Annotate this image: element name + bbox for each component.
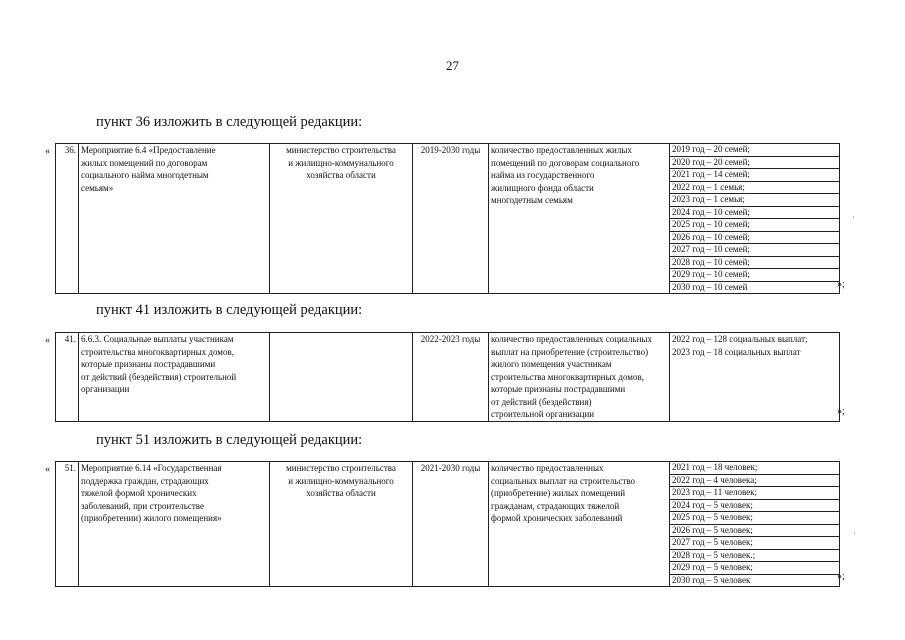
cell-line: 2022 год – 1 семья;: [670, 182, 839, 195]
results-cell: [670, 462, 840, 587]
cell-line: помещений по договорам социального: [491, 157, 640, 168]
cell-line: 2026 год – 10 семей;: [670, 232, 839, 245]
table-row: [56, 462, 840, 587]
cell-line: 2028 год – 10 семей;: [670, 257, 839, 270]
cell-line: социального найма многодетным: [81, 170, 209, 180]
period-cell: 2021-2030 годы: [413, 462, 489, 587]
row-number-cell: 51.: [56, 462, 79, 587]
table-item-36: [55, 143, 840, 294]
table-item-51: [55, 461, 840, 587]
activity-cell: [79, 462, 270, 587]
scan-speck: ·: [852, 212, 855, 222]
cell-line: 2028 год – 5 человек.;: [670, 550, 839, 563]
cell-line: 2027 год – 5 человек;: [670, 537, 839, 550]
quote-open-51: «: [45, 464, 50, 475]
activity-cell: [79, 333, 270, 422]
cell-line: гражданам, страдающих тяжелой: [491, 500, 620, 511]
cell-line: жилых помещений по договорам: [81, 157, 208, 168]
activity-cell: [79, 144, 270, 294]
cell-line: хозяйства области: [306, 488, 376, 498]
cell-line: количество предоставленных: [491, 463, 604, 473]
indicator-cell: [489, 333, 670, 422]
cell-line: 2023 год – 18 социальных выплат: [672, 346, 801, 357]
cell-line: которые признаны пострадавшими: [81, 359, 216, 369]
cell-line: организации: [81, 384, 130, 394]
cell-line: 2020 год – 20 семей;: [670, 157, 839, 170]
quote-close-36: »;: [837, 279, 845, 290]
cell-line: 2030 год – 5 человек: [672, 574, 751, 585]
cell-line: найма из государственного: [491, 170, 595, 180]
cell-line: строительной организации: [491, 409, 595, 419]
cell-line: поддержка граждан, страдающих: [81, 475, 209, 486]
page-number: 27: [446, 58, 459, 73]
cell-line: семьям»: [81, 182, 114, 193]
cell-line: 6.6.3. Социальные выплаты участникам: [81, 334, 234, 344]
section-heading-41: пункт 41 изложить в следующей редакции:: [96, 302, 363, 318]
quote-close-41: »;: [837, 406, 845, 417]
row-number-cell: 36.: [56, 144, 79, 294]
cell-line: формой хронических заболеваний: [491, 513, 623, 523]
cell-line: 2023 год – 1 семья;: [670, 194, 839, 207]
cell-line: хозяйства области: [306, 170, 376, 180]
cell-line: жилищного фонда области: [491, 182, 594, 193]
cell-line: (приобретение) жилых помещений: [491, 488, 626, 498]
cell-line: (приобретении) жилого помещения»: [81, 513, 222, 523]
cell-line: 2029 год – 10 семей;: [670, 269, 839, 282]
cell-line: социальных выплат на строительство: [491, 475, 636, 486]
cell-line: 2026 год – 5 человек;: [670, 525, 839, 538]
table-row: [56, 144, 840, 294]
section-heading-36: пункт 36 изложить в следующей редакции:: [96, 114, 363, 130]
results-cell: [670, 144, 840, 294]
cell-line: количество предоставленных жилых: [491, 145, 632, 155]
row-number-cell: 41.: [56, 333, 79, 422]
executor-cell: [270, 333, 413, 422]
cell-line: от действий (бездействия) строительной: [81, 371, 237, 382]
cell-line: строительства многоквартирных домов,: [491, 371, 645, 382]
cell-line: и жилищно-коммунального: [288, 475, 394, 486]
cell-line: 2025 год – 10 семей;: [670, 219, 839, 232]
cell-line: 2024 год – 10 семей;: [670, 207, 839, 220]
cell-line: 2025 год – 5 человек;: [670, 512, 839, 525]
cell-line: заболеваний, при строительстве: [81, 500, 204, 511]
period-cell: 2022-2023 годы: [413, 333, 489, 422]
quote-open-41: «: [45, 335, 50, 346]
cell-line: 2019 год – 20 семей;: [670, 144, 839, 157]
cell-line: 2027 год – 10 семей;: [670, 244, 839, 257]
results-cell: [670, 333, 840, 422]
executor-cell: [270, 462, 413, 587]
cell-line: от действий (бездействия): [491, 396, 592, 407]
scan-speck: ·: [853, 528, 856, 538]
table-row: [56, 333, 840, 422]
cell-line: 2022 год – 4 человека;: [670, 475, 839, 488]
table-item-41: [55, 332, 840, 422]
cell-line: 2024 год – 5 человек;: [670, 500, 839, 513]
indicator-cell: [489, 144, 670, 294]
cell-line: министерство строительства: [286, 463, 396, 473]
quote-open-36: «: [45, 146, 50, 157]
cell-line: 2030 год – 10 семей: [672, 281, 748, 292]
cell-line: 2021 год – 18 человек;: [670, 462, 839, 475]
indicator-cell: [489, 462, 670, 587]
cell-line: 2023 год – 11 человек;: [670, 487, 839, 500]
cell-line: 2021 год – 14 семей;: [670, 169, 839, 182]
cell-line: 2029 год – 5 человек;: [670, 562, 839, 575]
cell-line: Мероприятие 6.14 «Государственная: [81, 463, 222, 473]
cell-line: жилого помещения участникам: [491, 359, 612, 369]
cell-line: выплат на приобретение (строительство): [491, 346, 649, 357]
cell-line: и жилищно-коммунального: [288, 157, 394, 168]
period-cell: 2019-2030 годы: [413, 144, 489, 294]
cell-line: тяжелой формой хронических: [81, 488, 197, 498]
cell-line: 2022 год – 128 социальных выплат;: [672, 334, 808, 344]
cell-line: министерство строительства: [286, 145, 396, 155]
cell-line: количество предоставленных социальных: [491, 334, 652, 344]
cell-line: Мероприятие 6.4 «Предоставление: [81, 145, 216, 155]
executor-cell: [270, 144, 413, 294]
cell-line: которые признаны пострадавшими: [491, 384, 626, 394]
cell-line: строительства многоквартирных домов,: [81, 346, 235, 357]
section-heading-51: пункт 51 изложить в следующей редакции:: [96, 432, 363, 448]
cell-line: многодетным семьям: [491, 195, 573, 205]
quote-close-51: »;: [837, 571, 845, 582]
